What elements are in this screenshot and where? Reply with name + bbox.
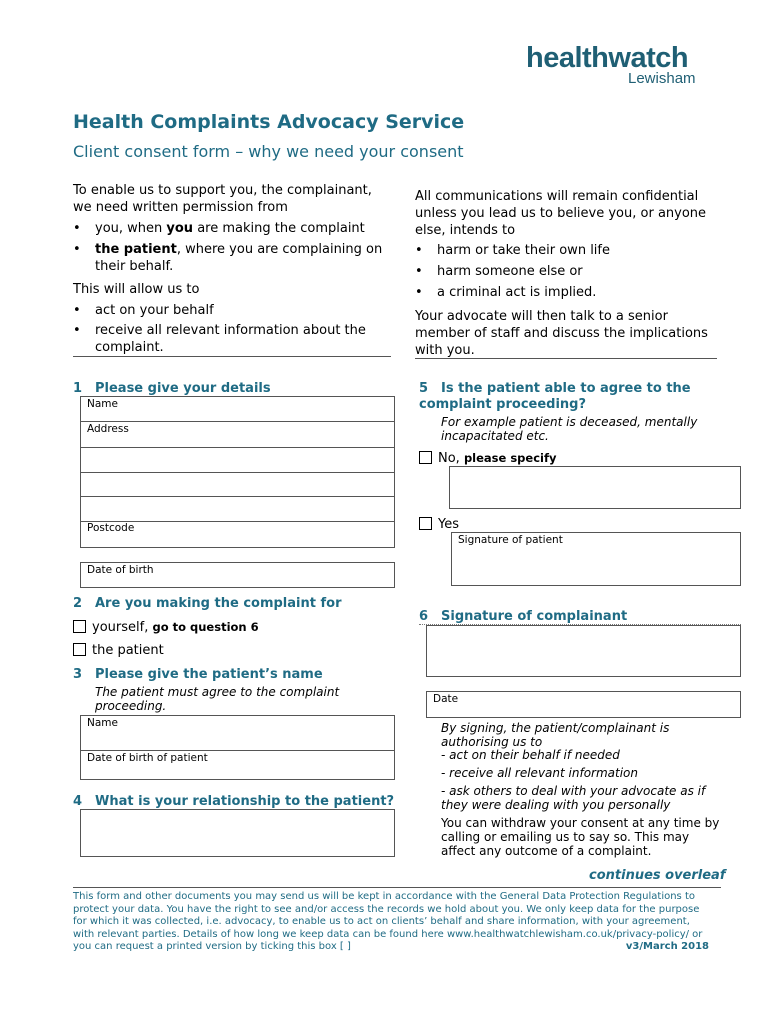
section-title: Signature of complainant <box>441 609 628 624</box>
section-4-heading <box>73 794 394 810</box>
section-title: Is the patient able to agree to the complaint proceeding? <box>419 381 691 412</box>
field-label: Name <box>87 398 118 410</box>
checkbox-patient[interactable] <box>73 643 86 656</box>
bullet-bold: the patient <box>95 242 177 257</box>
section-3-heading <box>73 667 323 683</box>
row-divider <box>80 447 395 448</box>
intro-bullet-you <box>73 220 395 237</box>
option-patient[interactable] <box>73 643 164 658</box>
intro-left-para1: To enable us to support you, the complainant, we need written permission from <box>73 183 372 215</box>
option-note: please specify <box>463 451 557 465</box>
field-label: Date of birth <box>87 564 154 576</box>
checkbox-yes[interactable] <box>419 517 432 530</box>
footer-line: for which it was collected, i.e. advocacy, to enable us to act on clients’ behalf and share information, with your agreement, <box>73 916 690 927</box>
section-number: 1 <box>73 381 83 396</box>
divider <box>415 358 717 359</box>
healthwatch-logo: healthwatch <box>526 42 689 74</box>
section-3-note: The patient must agree to the complaint proceeding. <box>95 685 340 713</box>
footer-text <box>73 891 723 954</box>
intro-right-para1: All communications will remain confidential unless you lead us to believe you, or anyone else, intends to <box>415 189 707 238</box>
option-label: the patient <box>92 643 164 658</box>
section-title: Please give the patient’s name <box>95 667 323 682</box>
patient-dob-field[interactable] <box>80 750 395 780</box>
signing-line3: - receive all relevant information <box>441 766 638 780</box>
divider <box>73 356 391 357</box>
row-divider <box>80 472 395 473</box>
signing-line4: - ask others to deal with your advocate as if they were dealing with you personally <box>441 784 706 812</box>
bullet-text: , where you are complaining on their behalf. <box>95 242 383 274</box>
signing-line1: By signing, the patient/complainant is authorising us to <box>441 721 670 749</box>
section-title: Please give your details <box>95 381 271 396</box>
patient-signature-field[interactable] <box>451 532 741 586</box>
address-field[interactable] <box>80 421 395 447</box>
continues-overleaf: continues overleaf <box>589 868 726 883</box>
bullet-text: you, when <box>95 221 167 236</box>
checkbox-yourself[interactable] <box>73 620 86 633</box>
row-divider <box>80 496 395 497</box>
relationship-field[interactable] <box>80 809 395 857</box>
footer-last-row <box>73 941 723 954</box>
footer-divider <box>73 887 721 888</box>
field-label: Date <box>433 693 459 705</box>
option-label: Yes <box>438 517 459 532</box>
healthwatch-logo-sub: Lewisham <box>628 70 696 87</box>
section-title: Are you making the complaint for <box>95 596 342 611</box>
section-2-heading <box>73 596 342 612</box>
intro-bullet-harm-others: • harm someone else or <box>415 263 737 280</box>
withdraw-text: You can withdraw your consent at any time by calling or emailing us to say so. This may affect any outcome of a complaint. <box>441 816 720 858</box>
checkbox-no[interactable] <box>419 451 432 464</box>
page-subtitle: Client consent form – why we need your consent <box>73 142 464 161</box>
footer-line: protect your data. You have the right to see and/or access the records we hold about you. We only keep data for the purpose <box>73 903 700 915</box>
section-6-heading <box>419 609 627 625</box>
field-label: Name <box>87 717 118 729</box>
intro-bullet-receive: • receive all relevant information about the complaint. <box>73 322 395 356</box>
intro-left-para2: This will allow us to <box>73 282 200 297</box>
section-number: 4 <box>73 794 83 809</box>
field-label: Signature of patient <box>458 534 563 546</box>
section-5-heading <box>419 381 709 413</box>
patient-name-field[interactable] <box>80 715 395 751</box>
section-number: 3 <box>73 667 83 682</box>
intro-bullet-harm-self: • harm or take their own life <box>415 242 737 259</box>
section-number: 6 <box>419 609 429 624</box>
section-number: 2 <box>73 596 83 611</box>
name-field[interactable] <box>80 396 395 422</box>
section-title: What is your relationship to the patient? <box>95 794 395 809</box>
field-label: Address <box>87 423 129 435</box>
option-label: yourself, <box>92 620 149 635</box>
footer-line: you can request a printed version by ticking this box [ ] <box>73 941 351 952</box>
footer-line: with relevant parties. Details of how long we keep data can be found here www.healthwatchlewisham.co.uk/privacy-policy/ or <box>73 928 703 940</box>
intro-bullet-criminal: • a criminal act is implied. <box>415 284 737 301</box>
version-label: v3/March 2018 <box>625 941 709 952</box>
date-field[interactable] <box>426 691 741 718</box>
bullet-text: are making the complaint <box>193 221 365 236</box>
field-label: Postcode <box>87 522 135 534</box>
intro-bullet-patient <box>73 241 395 275</box>
page-title: Health Complaints Advocacy Service <box>73 111 465 133</box>
specify-field[interactable] <box>449 466 741 509</box>
section-number: 5 <box>419 381 429 396</box>
option-yes[interactable] <box>419 517 459 532</box>
option-note: go to question 6 <box>152 620 259 634</box>
section-5-note: For example patient is deceased, mentally incapacitated etc. <box>441 415 698 443</box>
complainant-signature-field[interactable] <box>426 625 741 677</box>
intro-bullet-act: • act on your behalf <box>73 302 395 319</box>
dob-field[interactable] <box>80 562 395 588</box>
intro-right-para2: Your advocate will then talk to a senior member of staff and discuss the implications with you. <box>415 309 708 358</box>
postcode-field[interactable] <box>81 521 140 536</box>
option-yourself[interactable] <box>73 620 259 635</box>
bullet-bold: you <box>166 221 194 236</box>
option-no[interactable] <box>419 451 556 466</box>
section-1-heading <box>73 381 271 397</box>
option-label: No, <box>438 451 460 466</box>
signing-line2: - act on their behalf if needed <box>441 748 620 762</box>
footer-line: This form and other documents you may send us will be kept in accordance with the General Data Protection Regulations to <box>73 891 695 902</box>
field-label: Date of birth of patient <box>87 752 208 764</box>
